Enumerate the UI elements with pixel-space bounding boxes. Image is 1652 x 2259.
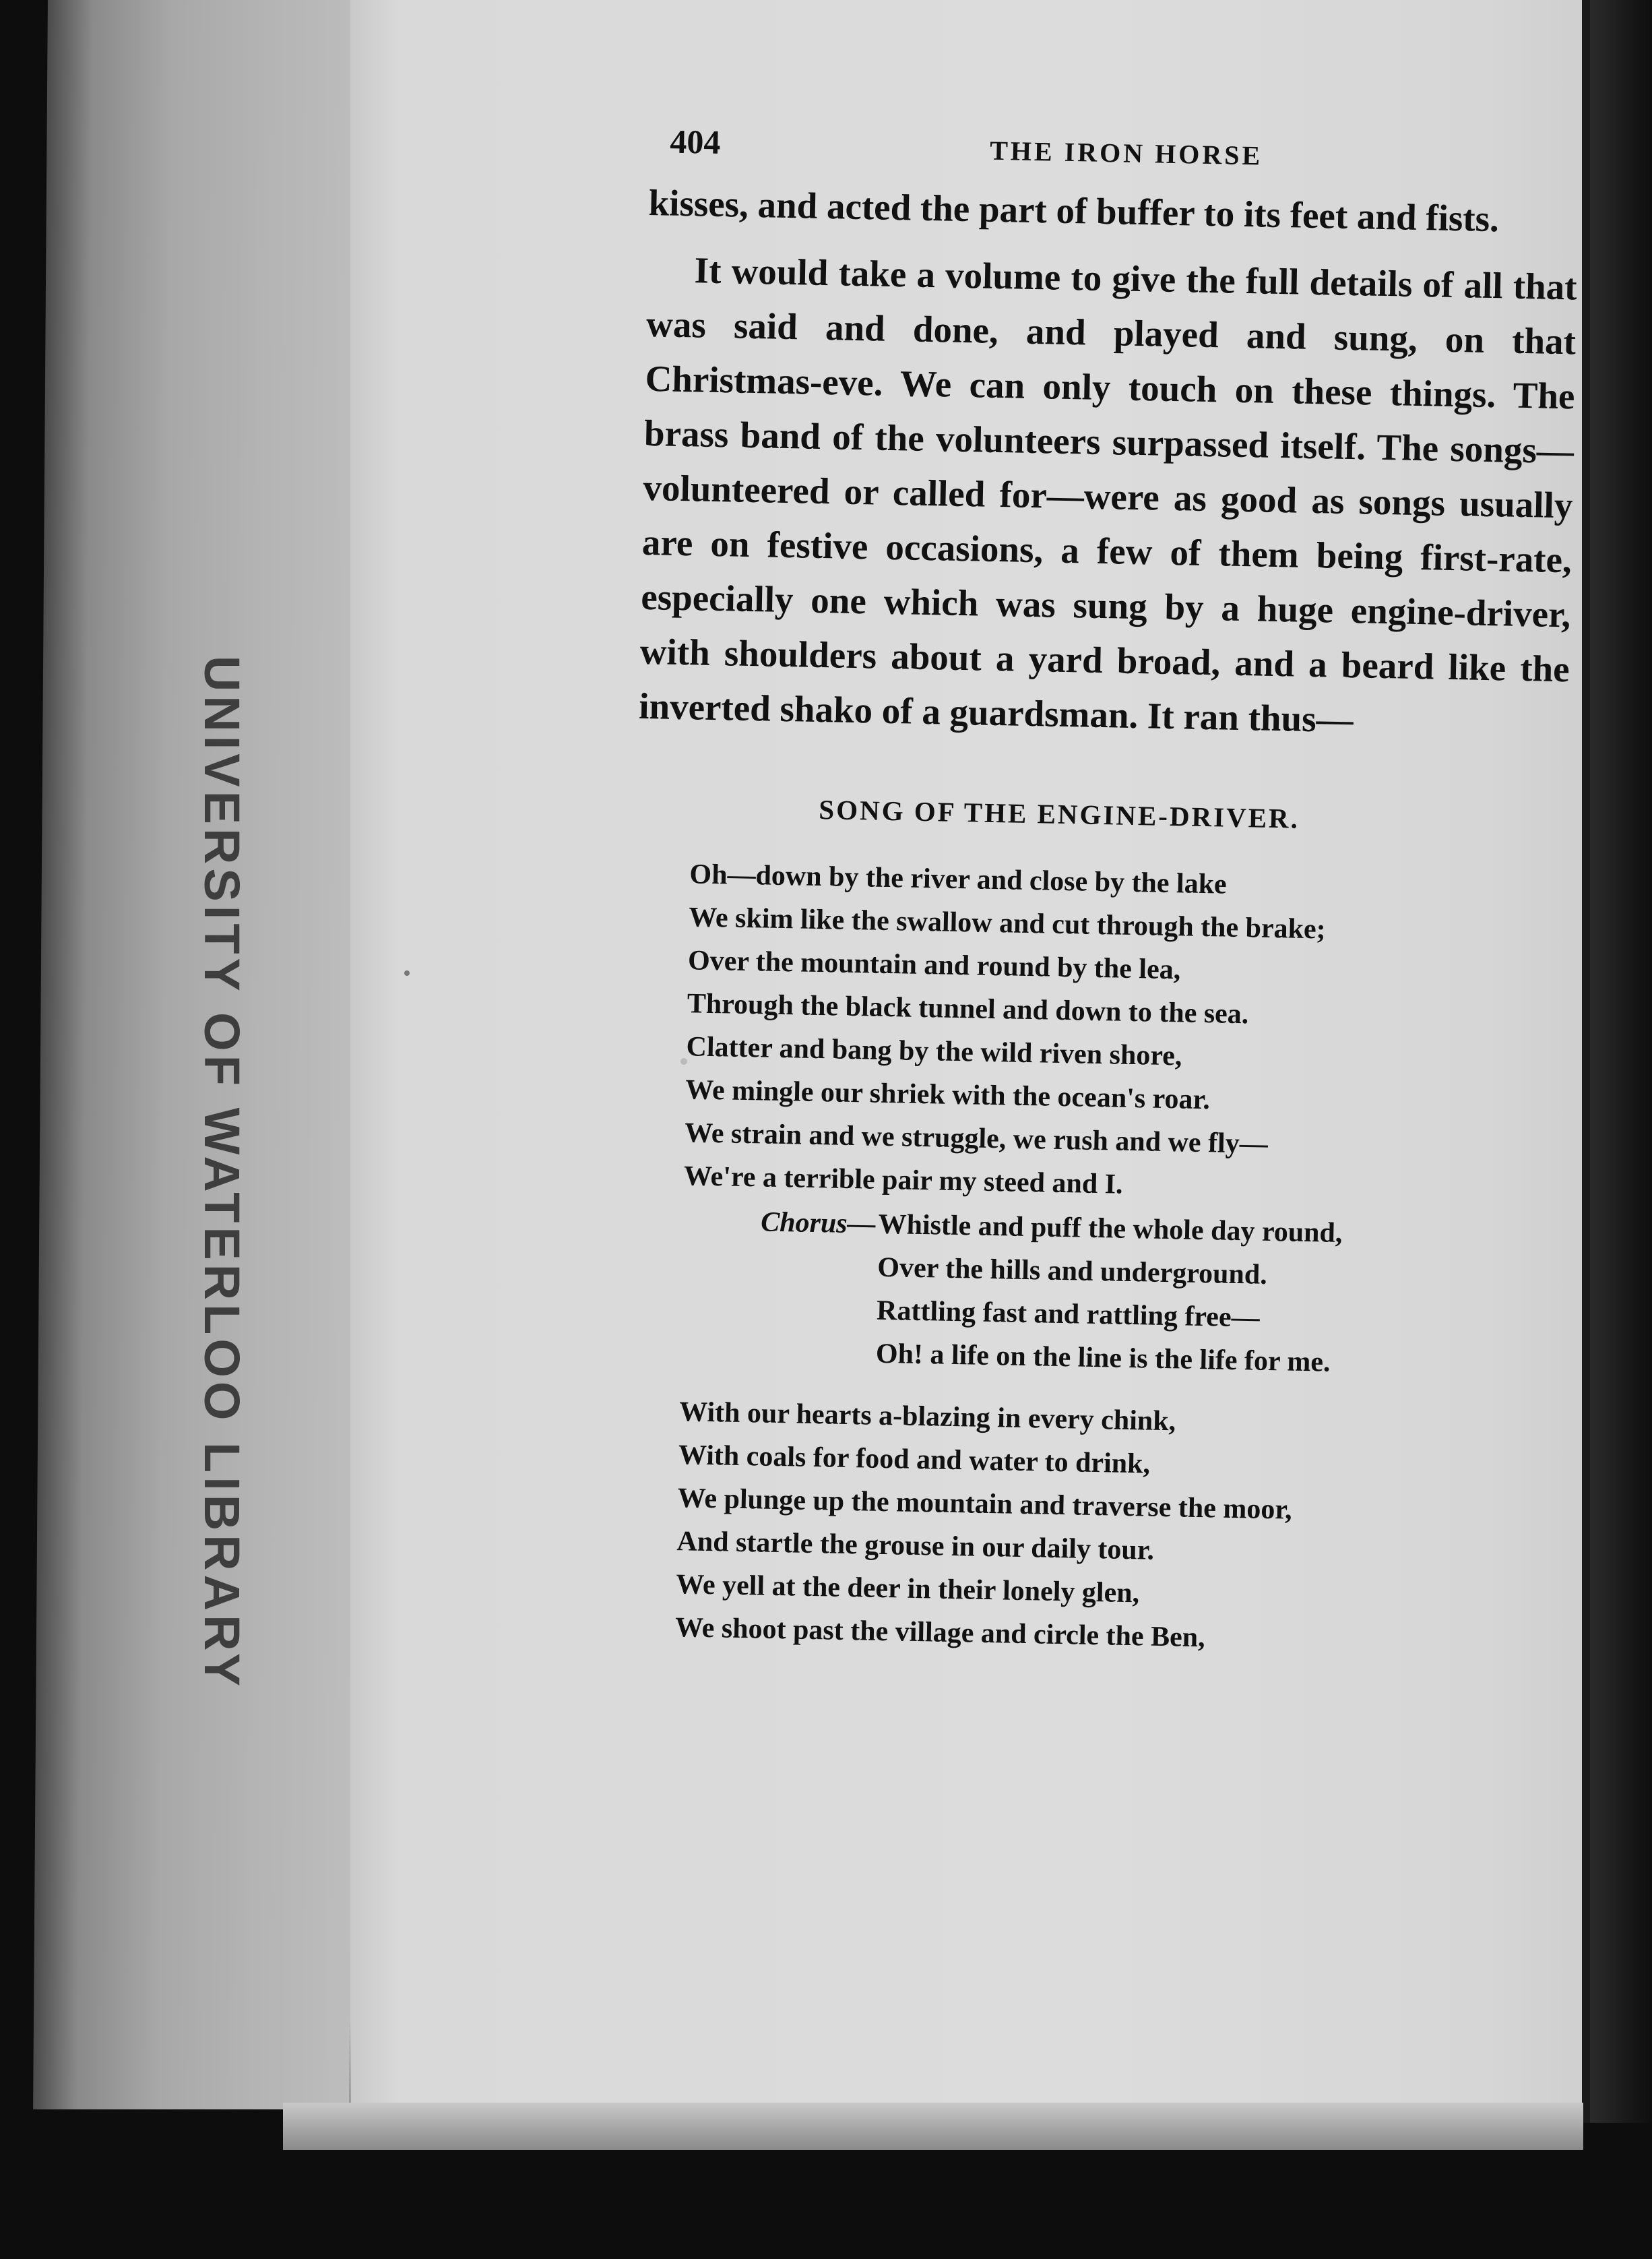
verse-line: Oh—down by the river and close by the lake — [689, 859, 1228, 900]
page-content — [621, 121, 1593, 1666]
speck-mark — [404, 970, 410, 976]
chorus-label: Chorus— — [760, 1206, 877, 1240]
song-verse-1 — [629, 852, 1579, 1215]
verse-line: With coals for food and water to drink, — [678, 1440, 1151, 1480]
chorus-text: Oh! a life on the line is the life for me. — [875, 1338, 1331, 1378]
chorus-text: Whistle and puff the whole day round, — [878, 1208, 1343, 1249]
running-title: THE IRON HORSE — [989, 135, 1263, 171]
verse-line: And startle the grouse in our daily tour. — [676, 1526, 1155, 1566]
paragraph: kisses, and acted the part of buffer to its feet and fists. — [648, 181, 1500, 240]
verse-line: We shoot past the village and circle the Ben, — [674, 1612, 1206, 1654]
verse-line: We're a terrible pair my steed and I. — [683, 1161, 1123, 1200]
page-bottom-edge — [283, 2103, 1583, 2150]
right-dark-strip — [1590, 0, 1652, 2259]
song-chorus — [626, 1198, 1572, 1389]
verse-line: We yell at the deer in their lonely glen, — [675, 1569, 1140, 1609]
verse-line: We mingle our shriek with the ocean's roar. — [685, 1074, 1211, 1116]
prose-body — [639, 175, 1593, 751]
verse-line: We strain and we struggle, we rush and we fly— — [684, 1117, 1269, 1160]
verse-line: Through the black tunnel and down to the sea. — [687, 988, 1249, 1030]
verse-line: Clatter and bang by the wild riven shore, — [686, 1031, 1182, 1072]
paragraph: It would take a volume to give the full details of all that was said and done, and played and sung, on that Christmas-eve. We can only touch on these things. The brass band of the volunteers surpassed itself. The songs—volunteered or called for—were as good as songs usually are on festive occasions, a few of them being first-rate, especially one which was sung by a huge engine-driver, with shoulders about a yard broad, and a beard like the inverted shako of a guardsman. It ran thus— — [638, 249, 1578, 741]
verse-line: With our hearts a-blazing in every chink, — [678, 1396, 1176, 1437]
verse-line: We skim like the swallow and cut through the brake; — [688, 902, 1327, 946]
verse-line: We plunge up the mountain and traverse the moor, — [677, 1483, 1293, 1526]
library-stamp — [192, 580, 253, 1766]
library-stamp-text: UNIVERSITY OF WATERLOO LIBRARY — [194, 655, 251, 1690]
chorus-text: Rattling fast and rattling free— — [876, 1295, 1261, 1334]
verse-line: Over the mountain and round by the lea, — [687, 945, 1181, 986]
page-number: 404 — [669, 122, 721, 162]
song-verse-2 — [621, 1390, 1568, 1667]
chorus-text: Over the hills and underground. — [877, 1251, 1268, 1291]
song-title: SONG OF THE ENGINE-DRIVER. — [819, 794, 1300, 834]
